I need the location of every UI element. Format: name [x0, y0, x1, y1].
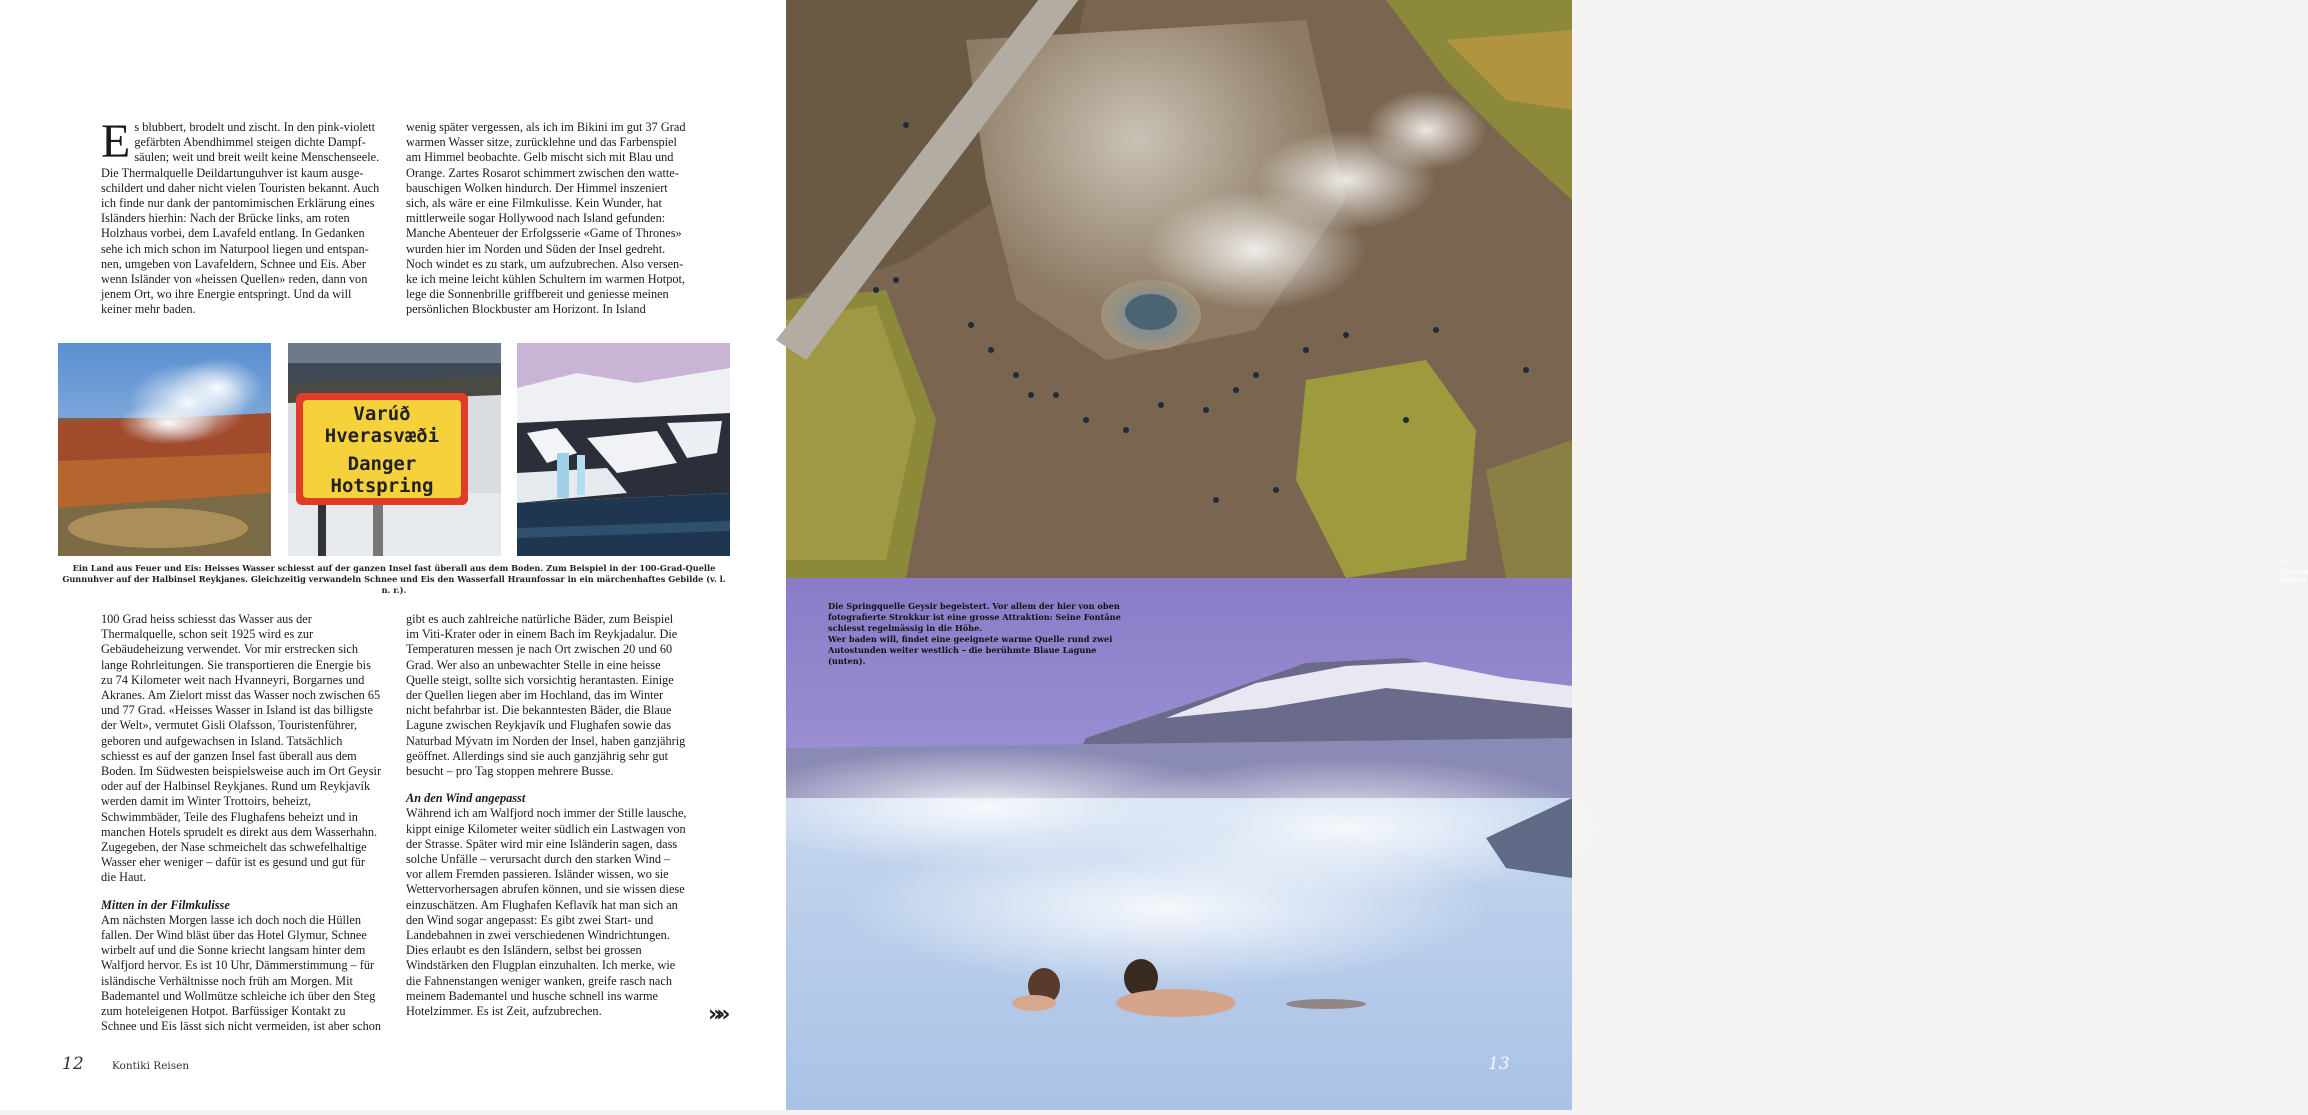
subheading-wind: An den Wind angepasst [406, 791, 526, 806]
page-number-right: 13 [1488, 1054, 1510, 1074]
body-column-2 [406, 612, 688, 1019]
photo-warning-sign [288, 343, 501, 556]
left-page [0, 0, 786, 1110]
body-paragraph-2: Am nächsten Morgen lasse ich doch noch die Hüllen fallen. Der Wind bläst über das Hotel Glymur, Schnee wirbelt auf und die Sonne kriecht langsam hinter dem Walfjord hervor. Es ist 10 Uhr, Dämmerstimmung – für isländische Verhältnisse noch früh am Morgen. Mit Bademantel und Wollmütze schleiche ich über den Steg zum hoteleigenen Hotpot. Barfüssiger Kontakt zu Schnee und Eis lässt sich nicht vermeiden, ist aber schon [101, 912, 382, 1034]
geysir-caption [828, 601, 1128, 667]
photo-gunnuhver-steam [58, 343, 271, 556]
photo-hraunfossar-waterfall [517, 343, 730, 556]
magazine-name: Kontiki Reisen [112, 1060, 190, 1072]
photo-geysir-aerial [786, 0, 1572, 578]
page-number-left: 12 [62, 1054, 84, 1074]
photo-strip-caption: Ein Land aus Feuer und Eis: Heisses Wasser schiesst auf der ganzen Insel fast überall aus dem Boden. Zum Beispiel in der 100-Grad-Quelle Gunnuhver auf der Halbinsel Reykjanes. Gleichzeitig verwandeln Schnee und Eis den Wasserfall Hraunfossar in ein märchenhaftes Gebilde (v. l. n. r.). [62, 563, 726, 595]
body-column-1 [101, 612, 383, 1034]
body-paragraph-4: Während ich am Walfjord noch immer der Stille lausche, kippt einige Kilometer weiter südlich ein Lastwagen von der Strasse. Später wird mir eine Isländerin sagen, dass solche Unfälle – verursacht durch den starken Wind – vor allem Fremden passieren. Isländer wissen, wo sie Wettervorhersagen abrufen können, und sie wissen diese einzuschätzen. Am Flughafen Keflavík hat man sich an den Wind sogar angepasst: Es gibt zwei Start- und Landebahnen in zwei verschiedenen Windrichtungen. Dies erlaubt es den Isländern, selbst bei grossen Windstärken den Flugplan einzuhalten. Ich merke, wie die Fahnenstangen weniger wanken, greife rasch nach meinem Bademantel und husche schnell ins warme Hotelzimmer. Es ist Zeit, aufzubrechen. [406, 806, 687, 1019]
intro-paragraph-1: Es blubbert, brodelt und zischt. In den pink-violett gefärbten Abendhimmel steigen dichte Dampfsäulen; weit und breit weilt keine Menschenseele. Die Thermalquelle Deildartunguhver ist kaum ausgeschildert und daher nicht vielen Touristen bekannt. Auch ich finde nur dank der pantomimischen Erklärung eines Isländers hierhin: Nach der Brücke links, am roten Holzhaus vorbei, dem Lavafeld entlang. In Gedanken sehe ich mich schon im Naturpool liegen und entspannen, umgeben von Lavafeldern, Schnee und Eis. Aber wenn Isländer von «heissen Quellen» reden, dann von jenem Ort, wo ihre Energie entspringt. Und da will keiner mehr baden. [101, 115, 380, 317]
caption-lagoon: Wer baden will, findet eine geeignete warme Quelle rund zwei Autostunden weiter westlich – die berühmte Blaue Lagune (unten). [828, 634, 1113, 666]
caption-geysir: Die Springquelle Geysir begeistert. Vor allem der hier von oben fotografierte Strokkur ist eine grosse Attraktion: Seine Fontäne schiesst regelmässig in die Höhe. [828, 601, 1121, 633]
intro-paragraph-2: wenig später vergessen, als ich im Bikini im gut 37 Grad warmen Wasser sitze, zurücklehne und das Farbenspiel am Himmel beobachte. Gelb mischt sich mit Blau und Orange. Zartes Rosarot schimmert zwischen den wattebauschigen Wolken hindurch. Der Himmel inszeniert sich, als wäre er eine Filmkulisse. Kein Wunder, hat mittlerweile sogar Hollywood nach Island gefunden: Manche Abenteuer der Erfolgsserie «Game of Thrones» wurden hier im Norden und Süden der Insel gedreht. Noch windet es zu stark, um aufzubrechen. Also versenke ich meine leicht kühlen Schultern im warmen Hotpot, lege die Sonnenbrille griffbereit und geniesse meinen persönlichen Blockbuster am Horizont. In Island [406, 120, 686, 317]
subheading-filmkulisse: Mitten in der Filmkulisse [101, 897, 230, 912]
body-paragraph-1: 100 Grad heiss schiesst das Wasser aus der Thermalquelle, schon seit 1925 wird es zur Gebäudeheizung verwendet. Vor mir erstrecken sich lange Rohrleitungen. Sie transportieren die Energie bis zu 74 Kilometer weit nach Hvanneyri, Borgarnes und Akranes. Am Zielort misst das Wasser noch zwischen 65 und 77 Grad. «Heisses Wasser in Island ist das billigste der Welt», vermutet Gisli Olafsson, Touristenführer, geboren und aufgewachsen in Island. Tatsächlich schiesst es auf der ganzen Insel fast überall aus dem Boden. Im Südwesten beispielsweise auch im Ort Geysir oder auf der Halbinsel Reykjanes. Rund um Reykjavík werden damit im Winter Trottoirs, beheizt, Schwimmbäder, Teile des Flughafens beheizt und in manchen Hotels sprudelt es direkt aus dem Wasserhahn. Zugegeben, der Nase schmeichelt das schwefelhaltige Wasser eher weniger – dafür ist es gesund und gut für die Haut. [101, 612, 382, 885]
intro-column-2 [406, 120, 688, 318]
sign-text-3: Danger [347, 453, 417, 475]
sign-text-2: Hverasvæði [324, 425, 440, 447]
sign-text-4: Hotspring [330, 475, 434, 497]
intro-column-1 [101, 115, 383, 318]
drop-cap: E [101, 115, 131, 168]
continue-arrow-icon: »» [708, 1002, 725, 1027]
sign-text-1: Varúð [353, 403, 411, 425]
right-page [786, 0, 2308, 1110]
photo-credit: © Sandra Walser [2280, 558, 2308, 585]
body-paragraph-3: gibt es auch zahlreiche natürliche Bäder, zum Beispiel im Viti-Krater oder in einem Bach im Reykjadalur. Die Temperaturen messen je nach Ort zwischen 20 und 60 Grad. Wer also an unbewachter Stelle in eine heisse Quelle steigt, sollte sich vorsichtig herantasten. Einige der Quellen liegen aber im Hochland, das im Winter nicht befahrbar ist. Die bekanntesten Bäder, die Blaue Lagune zwischen Reykjavík und Flughafen sowie das Naturbad Mývatn im Norden der Insel, haben ganzjährig geöffnet. Allerdings sind sie auch ganzjährig sehr gut besucht – pro Tag stoppen mehrere Busse. [406, 612, 686, 779]
